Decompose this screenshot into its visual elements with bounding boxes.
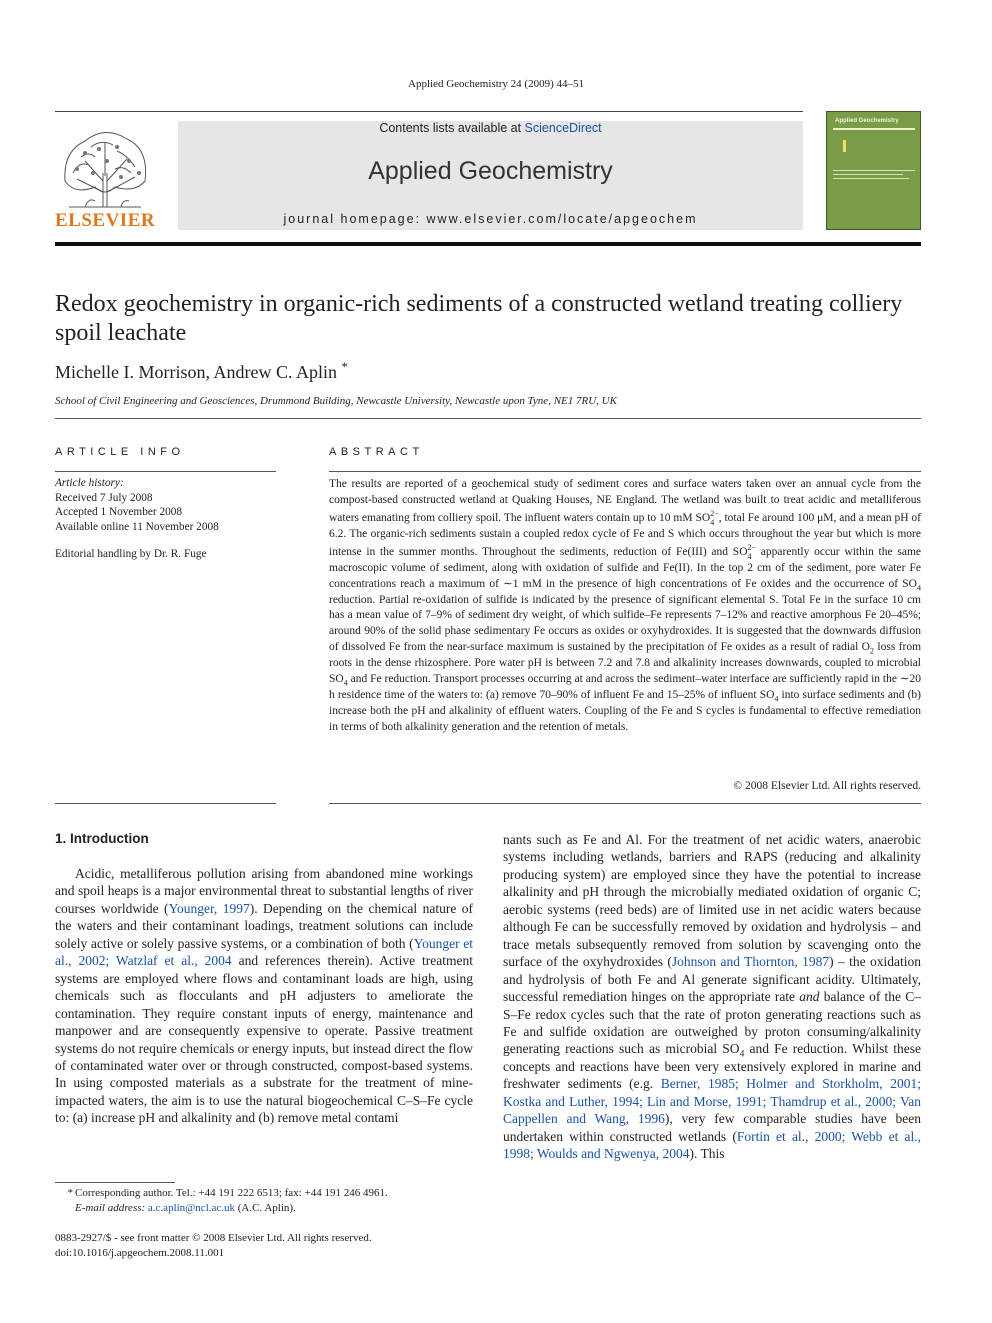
- introduction-column-right: nants such as Fe and Al. For the treatment of net acidic waters, anaerobic systems including wetlands, barriers and RAPS (reducing and alkalinity producing system) are employed since they have the potential to increase alkalinity and pH through the microbially mediated oxidation of organic C; aerobic systems (reed beds) are of limited use in net acidic waters because although Fe can be successfully removed by oxidation and hydrolysis – and trace metals subsequently removed from solution by scavenging onto the surface of the oxyhydroxides (Johnson and Thornton, 1987) – the oxidation and hydrolysis of both Fe and Al generate significant acidity. Ultimately, successful remediation hinges on the appropriate rate and balance of the C–S–Fe redox cycles such that the rate of proton generating reactions such as Fe and sulfide oxidation are outweighed by proton consuming/alkalinity generating reactions such as microbial $SO_4$ and Fe reduction. Whilst these concepts and reactions have been very extensively explored in marine and freshwater sediments (e.g. Berner, 1985; Holmer and Storkholm, 2001; Kostka and Luther, 1994; Lin and Morse, 1991; Thamdrup et al., 2000; Van Cappellen and Wang, 1996), very few comparable studies have been undertaken within constructed wetlands (Fortin et al., 2000; Webb et al., 1998; Woulds and Ngwenya, 2004). This: [503, 832, 921, 1162]
- journal-homepage[interactable]: journal homepage: www.elsevier.com/locate/apgeochem: [283, 212, 698, 226]
- author-list: [55, 362, 348, 383]
- header-rule: [55, 111, 803, 112]
- contents-line: [178, 121, 803, 135]
- footnote-contact: Corresponding author. Tel.: +44 191 222 6513; fax: +44 191 246 4961.: [75, 1187, 388, 1199]
- email-label: E-mail address:: [75, 1201, 146, 1214]
- abstract-copyright: © 2008 Elsevier Ltd. All rights reserved.: [733, 780, 921, 792]
- affiliation-rule: [55, 418, 921, 419]
- history-label: Article history:: [55, 477, 124, 489]
- citation-link[interactable]: Johnson and Thornton, 1987: [671, 954, 830, 970]
- affiliation: School of Civil Engineering and Geosciences, Drummond Building, Newcastle University, Newcastle upon Tyne, NE1 7RU, UK: [55, 395, 617, 407]
- cover-decoration: [827, 112, 922, 231]
- journal-citation: Applied Geochemistry 24 (2009) 44–51: [408, 78, 584, 90]
- abstract-heading: ABSTRACT: [329, 446, 424, 458]
- doi-line[interactable]: doi:10.1016/j.apgeochem.2008.11.001: [55, 1246, 225, 1259]
- issn-line: 0883-2927/$ - see front matter © 2008 Elsevier Ltd. All rights reserved.: [55, 1232, 372, 1244]
- footnote-mark: *: [67, 1187, 73, 1199]
- issn-doi-block: [55, 1231, 372, 1260]
- abstract-body: The results are reported of a geochemical study of sediment cores and surface waters taken over an annual cycle from the compost-based constructed wetland at Quaking Houses, NE England. The wetland was built to treat acidic and metalliferous waters emanating from colliery spoil. The influent waters contain up to 10 mM SO 2− 4 , total Fe around 100 μM, and a mean pH of 6.2. The organic-rich sediments sustain a coupled redox cycle of Fe and S which occurs throughout the year but which is more intense in the summer months. Throughout the sediments, reduction of Fe(III) and SO 2− 4 apparently occur within the same macroscopic volume of sediment, along with oxidation of sulfide and Fe(II). In the top 2 cm of the sediment, pore water Fe concentrations reach a maximum of ∼1 mM in the presence of high concentrations of Fe oxides and the occurrence of $SO_4$ reduction. Partial re-oxidation of sulfide is indicated by the presence of significant elemental S. Total Fe in the surface 10 cm has a mean value of 7–9% of sediment dry weight, of which sulfide–Fe represents 7–12% and reactive amorphous Fe 20–45%; around 90% of the solid phase sedimentary Fe occurs as oxides or oxyhydroxides. It is suggested that the downwards diffusion of dissolved Fe from the near-surface maximum is sustained by the precipitation of Fe oxides as a result of radial $O_2$ loss from roots in the dense rhizosphere. Pore water pH is between 7.2 and 7.8 and alkalinity increases downwards, coupled to microbial $SO_4$ and Fe reduction. Transport processes occurring at and across the sediment–water interface are sufficiently rapid in the ∼20 h residence time of the waters to: (a) remove 70–90% of influent Fe and 15–25% of influent $SO_4$ into surface sediments and (b) increase both the pH and alkalinity of effluent waters. Coupling of the Fe and S cycles is fundamental to effective remediation in terms of both alkalinity generation and the retention of metals.: [329, 478, 922, 733]
- article-info-rule-bottom: [55, 803, 276, 804]
- abstract-rule-bottom: [329, 803, 921, 804]
- online-date: Available online 11 November 2008: [55, 520, 219, 533]
- citation-link[interactable]: Berner, 1985; Holmer and Storkholm, 2001; Kostka and Luther, 1994; Lin and Morse, 1991; Thamdrup et al., 2000; Van Cappellen and Wang, 1996: [503, 1076, 921, 1127]
- article-info-rule: [55, 471, 276, 472]
- elsevier-wordmark: ELSEVIER: [55, 210, 156, 231]
- citation-link[interactable]: Younger et al., 2002; Watzlaf et al., 2004: [55, 935, 473, 969]
- journal-cover-thumbnail: [826, 111, 921, 230]
- citation-link[interactable]: Fortin et al., 2000; Webb et al., 1998; Woulds and Ngwenya, 2004: [503, 1128, 921, 1162]
- email-link[interactable]: a.c.aplin@ncl.ac.uk: [147, 1201, 236, 1214]
- corresponding-author-mark[interactable]: *: [341, 360, 348, 374]
- journal-name: Applied Geochemistry: [368, 157, 613, 185]
- abstract-rule: [329, 471, 921, 472]
- received-date: Received 7 July 2008: [55, 491, 153, 504]
- cover-title: Applied Geochemistry: [835, 118, 899, 124]
- article-history: [55, 476, 219, 534]
- article-info-heading: ARTICLE INFO: [55, 446, 185, 458]
- citation-link[interactable]: Younger, 1997: [168, 900, 250, 916]
- header-thick-rule: [55, 242, 921, 246]
- introduction-heading: 1. Introduction: [55, 831, 149, 846]
- sciencedirect-link[interactable]: ScienceDirect: [524, 121, 602, 135]
- email-suffix: (A.C. Aplin).: [235, 1201, 296, 1214]
- authors: Michelle I. Morrison, Andrew C. Aplin: [55, 362, 337, 382]
- accepted-date: Accepted 1 November 2008: [55, 506, 183, 518]
- editorial-handling: Editorial handling by Dr. R. Fuge: [55, 548, 207, 560]
- journal-banner: [178, 121, 803, 230]
- introduction-column-left: Acidic, metalliferous pollution arising from abandoned mine workings and spoil heaps is a major environmental threat to substantial lengths of river courses worldwide (Younger, 1997). Depending on the chemical nature of the waters and their contaminant loadings, treatment solutions can include solely active or solely passive systems, or a combination of both (Younger et al., 2002; Watzlaf et al., 2004 and references therein). Active treatment systems are employed where flows and contaminant loads are high, using chemicals such as flocculants and pH adjusters to ameliorate the contamination. They require constant inputs of energy, maintenance and manpower and are consequently expensive to operate. Passive treatment systems do not require chemicals or energy inputs, but instead direct the flow of contaminated water over or through constructed, compost-based systems. In using composted materials as a substrate for the treatment of mine-impacted waters, the aim is to use the natural biogeochemical C–S–Fe cycle to: (a) increase pH and alkalinity and (b) remove metal contami: [55, 866, 473, 1126]
- corresponding-author-footnote: [55, 1186, 388, 1215]
- contents-prefix: Contents lists available at: [379, 121, 525, 135]
- article-title: Redox geochemistry in organic-rich sediments of a constructed wetland treating colliery spoil leachate: [55, 291, 903, 346]
- footnote-rule: [55, 1182, 175, 1183]
